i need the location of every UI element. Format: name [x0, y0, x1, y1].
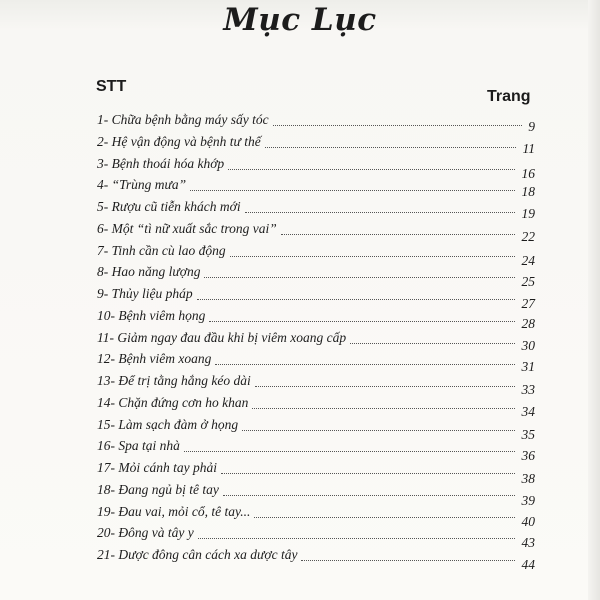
toc-entry-title: 13- Để trị tằng hắng kéo dài	[97, 373, 251, 388]
toc-entry-page: 43	[521, 535, 535, 551]
toc-entry	[97, 503, 535, 529]
toc-dot-leader	[190, 190, 515, 191]
toc-dot-leader	[204, 277, 515, 278]
toc-entry-title: 16- Spa tại nhà	[97, 438, 180, 454]
toc-entry	[97, 155, 535, 181]
toc-entry-page: 38	[521, 471, 535, 486]
toc-entry-page: 25	[521, 274, 535, 290]
toc-dot-leader	[252, 408, 515, 409]
toc-entry-title: 5- Rượu cũ tiễn khách mới	[97, 199, 241, 214]
toc-entry-page: 16	[521, 165, 535, 181]
toc-dot-leader	[242, 430, 515, 431]
toc-dot-leader	[254, 517, 515, 518]
toc-entry	[97, 285, 535, 311]
toc-entry-title: 8- Hao năng lượng	[97, 264, 201, 280]
toc-entry-title: 19- Đau vai, mỏi cổ, tê tay...	[97, 503, 251, 519]
toc-entry	[97, 372, 535, 397]
toc-entry	[97, 350, 535, 375]
toc-entry-page: 22	[521, 228, 535, 244]
toc-entry-title: 11- Giảm ngay đau đầu khi bị viêm xoang cấp	[97, 329, 347, 345]
toc-dot-leader	[228, 169, 515, 170]
toc-dot-leader	[209, 321, 515, 322]
toc-entry-title: 10- Bệnh viêm họng	[97, 307, 206, 323]
toc-entry-page: 33	[521, 382, 535, 397]
toc-entry-title: 3- Bệnh thoái hóa khớp	[97, 155, 225, 171]
toc-entry	[97, 524, 535, 551]
toc-dot-leader	[245, 212, 515, 213]
toc-entry-page: 24	[521, 252, 535, 268]
toc-dot-leader	[273, 125, 522, 126]
toc-entry-title: 2- Hệ vận động và bệnh tư thế	[97, 133, 261, 149]
toc-entry	[97, 307, 535, 331]
toc-entry	[97, 111, 535, 134]
toc-entry-title: 4- “Trùng mưa”	[97, 177, 187, 193]
toc-entry-title: 21- Dược đông cân cách xa dược tây	[97, 547, 298, 562]
column-header-page: Trang	[487, 88, 531, 105]
toc-entry-title: 17- Mỏi cánh tay phải	[97, 460, 217, 475]
toc-entry-title: 14- Chặn đứng cơn ho khan	[97, 394, 249, 410]
page-title: Mục Lục	[223, 2, 377, 38]
toc-entry	[97, 133, 535, 156]
toc-dot-leader	[230, 256, 515, 257]
toc-entry-page: 34	[521, 403, 535, 419]
toc-entry-page: 9	[528, 119, 535, 134]
toc-entry	[97, 242, 535, 268]
toc-entry-page: 19	[521, 206, 535, 221]
toc-entry-page: 44	[521, 557, 535, 572]
toc-entry	[97, 176, 535, 200]
toc-dot-leader	[197, 299, 515, 300]
toc-dot-leader	[198, 538, 515, 539]
toc-entry-page: 35	[521, 426, 535, 442]
column-header-index: STT	[96, 78, 127, 95]
toc-dot-leader	[223, 495, 515, 496]
toc-entry-title: 7- Tinh cần cù lao động	[97, 242, 226, 258]
toc-dot-leader	[221, 473, 515, 474]
toc-entry	[97, 546, 535, 572]
toc-dot-leader	[301, 560, 515, 561]
toc-dot-leader	[255, 386, 515, 387]
toc-entry	[97, 329, 535, 353]
toc-entry	[97, 198, 535, 221]
toc-dot-leader	[281, 234, 515, 235]
toc-entry-title: 18- Đang ngủ bị tê tay	[97, 481, 219, 497]
toc-entry-title: 15- Làm sạch đàm ở họng	[97, 416, 239, 432]
toc-entry-page: 11	[522, 140, 535, 156]
toc-dot-leader	[350, 343, 515, 344]
toc-entry	[97, 394, 535, 419]
toc-entry	[97, 459, 535, 486]
toc-entry-page: 36	[521, 448, 535, 464]
toc-entry	[97, 481, 535, 508]
toc-entry	[97, 220, 535, 244]
toc-entry-page: 31	[521, 359, 535, 375]
toc-entry-title: 20- Đông và tây y	[97, 525, 194, 541]
toc-dot-leader	[265, 147, 516, 148]
toc-entry-title: 1- Chữa bệnh bằng máy sấy tóc	[97, 112, 269, 127]
toc-entry-page: 18	[521, 184, 535, 200]
toc-entry-page: 28	[521, 315, 535, 331]
toc-entry-title: 9- Thủy liệu pháp	[97, 286, 193, 301]
toc-entry-page: 40	[521, 513, 535, 529]
toc-entry	[97, 437, 535, 464]
toc-entry	[97, 416, 535, 442]
toc-entry-title: 12- Bệnh viêm xoang	[97, 351, 212, 367]
toc-entry-title: 6- Một “tì nữ xuất sắc trong vai”	[97, 220, 277, 236]
toc-entry	[97, 263, 535, 290]
toc-entry-page: 39	[521, 492, 535, 508]
toc-entry-page: 30	[521, 337, 535, 353]
toc-dot-leader	[215, 364, 515, 365]
toc-dot-leader	[184, 451, 515, 452]
toc-entry-page: 27	[521, 296, 535, 311]
